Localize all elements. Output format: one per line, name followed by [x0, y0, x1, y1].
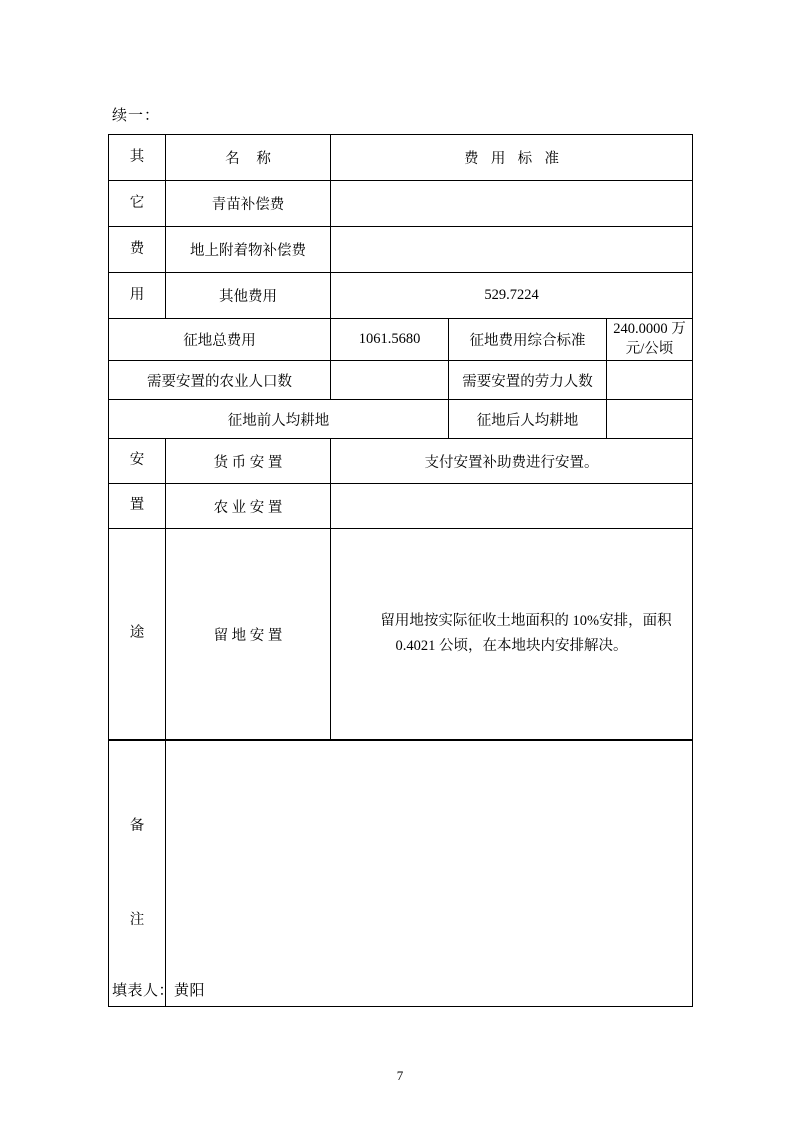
remarks-label: 备 注 [109, 741, 166, 1007]
table-row [109, 273, 693, 319]
other-fees-label-char-0: 其 [109, 135, 166, 181]
placement-name-0: 货 币 安 置 [166, 439, 331, 484]
fee-value-1 [331, 227, 693, 273]
comprehensive-standard-label: 征地费用综合标准 [449, 319, 607, 361]
farmland-after-value [607, 400, 693, 439]
agri-population-value [331, 361, 449, 400]
remarks-value [166, 741, 693, 1007]
other-fees-label-char-2: 费 [109, 227, 166, 273]
agri-population-label: 需要安置的农业人口数 [109, 361, 331, 400]
other-fees-header-standard: 费 用 标 准 [331, 135, 693, 181]
placement-value-2: 留用地按实际征收土地面积的 10%安排，面积 0.4021 公顷，在本地块内安排解决。 [331, 529, 693, 740]
labor-population-label: 需要安置的劳力人数 [449, 361, 607, 400]
farmland-after-label: 征地后人均耕地 [449, 400, 607, 439]
table-row [109, 181, 693, 227]
table-row [109, 529, 693, 740]
table-row [109, 361, 693, 400]
placement-label-char-0: 安 [109, 439, 166, 484]
total-cost-label: 征地总费用 [109, 319, 331, 361]
page-number: 7 [396, 1068, 404, 1083]
fee-name-2: 其他费用 [166, 273, 331, 319]
placement-value-1 [331, 484, 693, 529]
table-row [109, 400, 693, 439]
table-row [109, 484, 693, 529]
table-row [109, 227, 693, 273]
fee-value-0 [331, 181, 693, 227]
comprehensive-standard-value: 240.0000 万元/公顷 [607, 319, 693, 361]
other-fees-label-char-3: 用 [109, 273, 166, 319]
placement-label-char-1: 置 [109, 484, 166, 529]
table-row [109, 439, 693, 484]
land-acquisition-table [108, 134, 693, 1007]
continuation-label: 续一： [112, 108, 161, 124]
table-row [109, 135, 693, 181]
fee-value-2: 529.7224 [331, 273, 693, 319]
table-row [109, 741, 693, 1007]
other-fees-header-name: 名 称 [166, 135, 331, 181]
labor-population-value [607, 361, 693, 400]
placement-value-0: 支付安置补助费进行安置。 [331, 439, 693, 484]
total-cost-value: 1061.5680 [331, 319, 449, 361]
fee-name-1: 地上附着物补偿费 [166, 227, 331, 273]
placement-name-2: 留 地 安 置 [166, 529, 331, 740]
form-filler: 填表人：黄阳 [112, 983, 206, 999]
placement-label-char-2: 途 [109, 529, 166, 740]
fee-name-0: 青苗补偿费 [166, 181, 331, 227]
other-fees-label-char-1: 它 [109, 181, 166, 227]
placement-name-1: 农 业 安 置 [166, 484, 331, 529]
table-row [109, 319, 693, 361]
farmland-before-label: 征地前人均耕地 [109, 400, 449, 439]
